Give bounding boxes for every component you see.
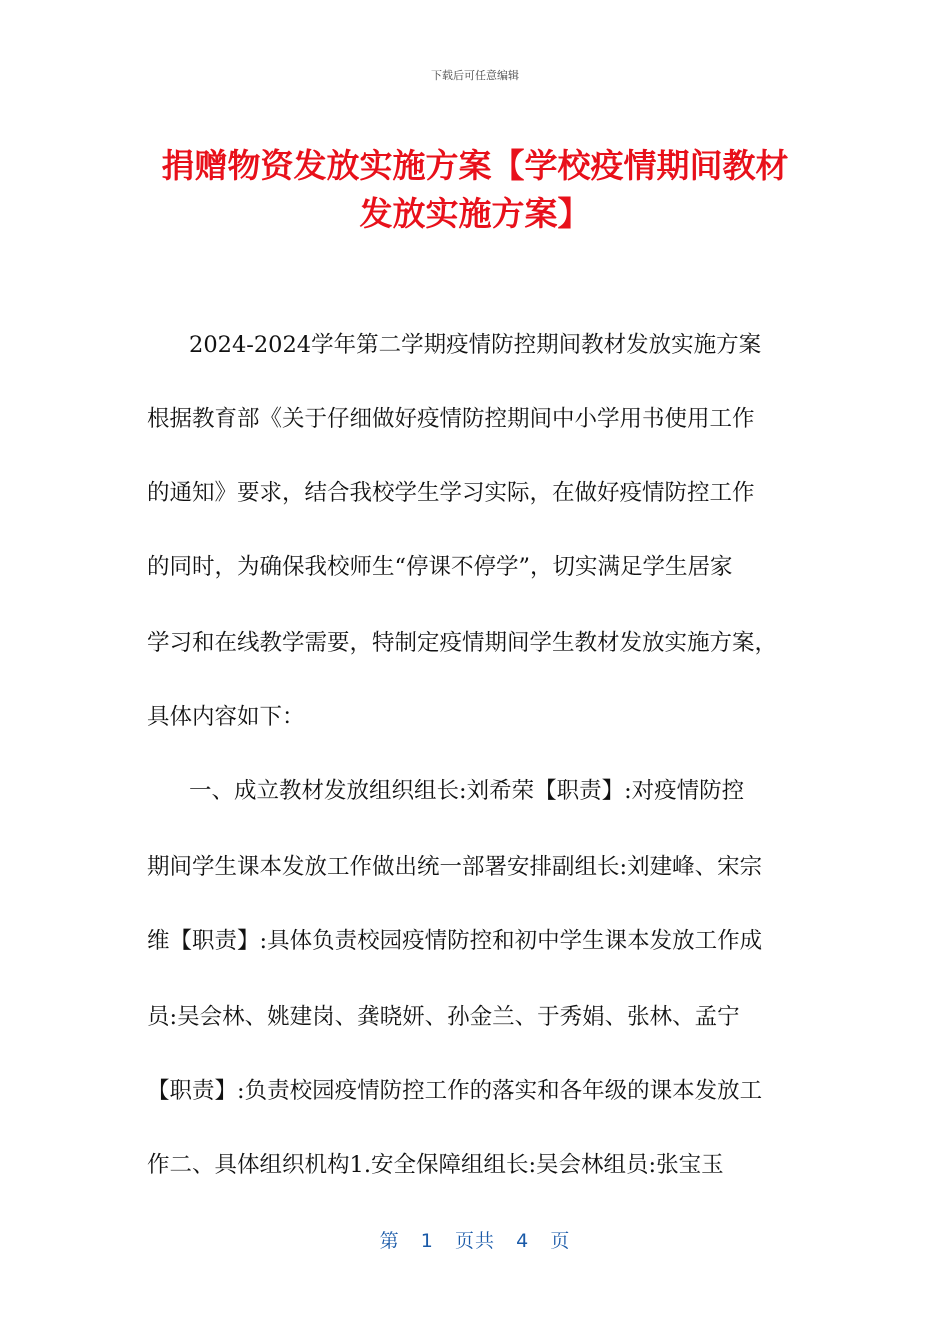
body-line: 根据教育部《关于仔细做好疫情防控期间中小学用书使用工作 (147, 406, 755, 432)
title-line-1: 捐赠物资发放实施方案【学校疫情期间教材 (161, 146, 789, 185)
title-line-2: 发放实施方案】 (359, 194, 591, 233)
body-line: 【职责】:负责校园疫情防控工作的落实和各年级的课本发放工 (147, 1078, 763, 1104)
body-line: 作二、具体组织机构1.安全保障组组长:吴会林组员:张宝玉 (147, 1152, 724, 1178)
footer-page-label: 第 (379, 1230, 400, 1252)
page-footer (0, 1226, 950, 1253)
footer-page-number: 1 (420, 1230, 434, 1252)
footer-total-pages: 4 (516, 1230, 530, 1252)
body-line: 的通知》要求，结合我校学生学习实际，在做好疫情防控工作 (147, 480, 755, 506)
body-line: 维【职责】:具体负责校园疫情防控和初中学生课本发放工作成 (147, 928, 763, 954)
body-line: 2024-2024学年第二学期疫情防控期间教材发放实施方案 (189, 332, 762, 358)
footer-page-end: 页 (550, 1230, 571, 1252)
footer-page-mid: 页共 (454, 1230, 495, 1252)
body-line: 具体内容如下： (147, 704, 305, 730)
body-line: 一、成立教材发放组织组长:刘希荣【职责】:对疫情防控 (189, 778, 745, 804)
header-note: 下载后可任意编辑 (431, 69, 519, 82)
body-line: 期间学生课本发放工作做出统一部署安排副组长:刘建峰、宋宗 (147, 854, 763, 880)
document-title (130, 142, 820, 238)
body-line: 学习和在线教学需要，特制定疫情期间学生教材发放实施方案， (147, 630, 778, 656)
body-line: 员:吴会林、姚建岗、龚晓妍、孙金兰、于秀娟、张林、孟宁 (147, 1004, 740, 1030)
body-line: 的同时，为确保我校师生“停课不停学”，切实满足学生居家 (147, 554, 733, 580)
